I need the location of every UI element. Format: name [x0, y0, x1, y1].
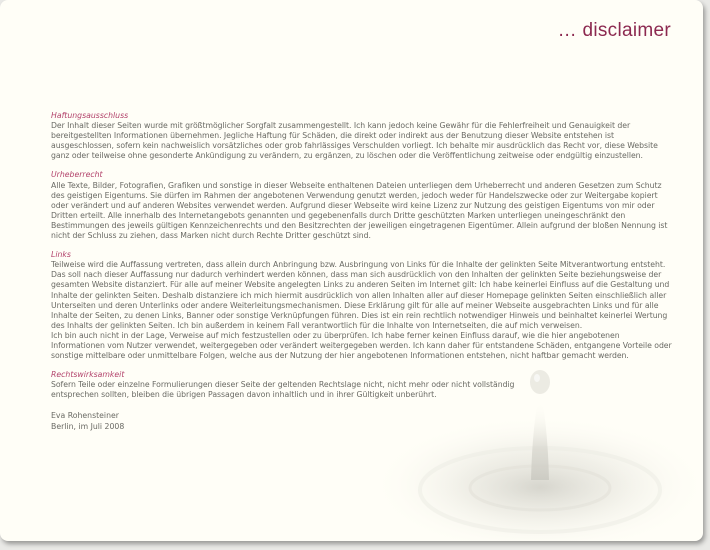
section-heading: Rechtswirksamkeit	[51, 370, 125, 380]
section-links	[51, 250, 673, 361]
section-heading: Urheberrecht	[51, 170, 103, 180]
section-paragraph: entsprechen sollten, bleiben die übrigen Passagen davon inhaltlich und in ihrer Gültigkeit unberührt.	[51, 390, 437, 400]
disclaimer-content	[51, 111, 673, 432]
section-paragraph: Teilweise wird die Auffassung vertreten, dass allein durch Anbringung bzw. Ausbringung von Links für die Inhalte der gelinkten Seite Mitverantwortung entsteht. Das soll nach dieser Auffassung nur dadurch verhindert werden können, dass man sich ausdrücklich von den Inhalten der gelinkten Seite beziehungsweise der gesamten Website distanziert. Für alle auf meiner Website angelegten Links zu anderen Seiten im Internet gilt: Ich habe keinerlei Einfluss auf die Gestaltung und Inhalte der gelinkten Seiten. Deshalb distanziere ich mich hiermit ausdrücklich von allen Inhalten aller auf dieser Homepage gelinkten Seiten einschließlich aller Unterseiten und deren Unterlinks oder andere Weiterleitungsmechanismen. Diese Erklärung gilt für alle auf meiner Webseite ausgebrachten Links und für alle Inhalte der Seiten, zu denen Links, Banner oder sonstige Verknüpfungen führen. Dies ist ein rein rechtlich notwendiger Hinweis und beinhaltet keinerlei Wertung des Inhalts der gelinkten Seiten. Ich bin außerdem in keinem Fall verantwortlich für die Inhalte von Internetseiten, die auf mich verweisen.	[51, 260, 670, 330]
section-paragraph: Der Inhalt dieser Seiten wurde mit größtmöglicher Sorgfalt zusammengestellt. Ich kann jedoch keine Gewähr für die Fehlerfreiheit und Genauigkeit der bereitgestellten Informationen übernehmen. Jegliche Haftung für Schäden, die direkt oder indirekt aus der Benutzung dieser Website entstehen ist ausgeschlossen, sofern kein nachweislich vorsätzliches oder grob fahrlässiges Verschulden vorliegt. Ich behalte mir ausdrücklich das Recht vor, diese Website ganz oder teilweise ohne gesonderte Ankündigung zu verändern, zu ergänzen, zu löschen oder die Veröffentlichung zeitweise oder endgültig einzustellen.	[51, 121, 658, 161]
signature-block	[51, 411, 673, 431]
section-urheberrecht	[51, 170, 673, 241]
page-title: … disclaimer	[557, 20, 671, 41]
section-heading: Links	[51, 250, 71, 260]
section-haftungsausschluss	[51, 111, 673, 161]
section-heading: Haftungsausschluss	[51, 111, 129, 120]
section-rechtswirksamkeit	[51, 370, 673, 400]
section-paragraph: Alle Texte, Bilder, Fotografien, Grafiken und sonstige in dieser Webseite enthaltenen Dateien unterliegen dem Urheberrecht und anderen Gesetzen zum Schutz des geistigen Eigentums. Sie dürfen im Rahmen der angebotenen Verwendung genutzt werden, jedoch weder für Handelszwecke oder zur Weitergabe kopiert oder verändert und auf anderen Websites verwendet werden. Aufgrund dieser Webseite wird keine Lizenz zur Nutzung des geistigen Eigentums von mir oder Dritten erteilt. Alle innerhalb des Internetangebots genannten und gegebenenfalls durch Dritte geschützten Marken unterliegen uneingeschränkt den Bestimmungen des jeweils gültigen Kennzeichenrechts und den Besitzrechten der jeweiligen eingetragenen Eigentümer. Allein aufgrund der bloßen Nennung ist nicht der Schluss zu ziehen, dass Marken nicht durch Rechte Dritter geschützt sind.	[51, 180, 668, 241]
section-paragraph: Sofern Teile oder einzelne Formulierungen dieser Seite der geltenden Rechtslage nicht, nicht mehr oder nicht vollständig	[51, 380, 515, 390]
section-paragraph: Ich bin auch nicht in der Lage, Verweise auf mich festzustellen oder zu überprüfen. Ich habe ferner keinen Einfluss darauf, wie die hier angebotenen Informationen vom Nutzer verwendet, weitergegeben oder verändert weitergegeben werden. Ich kann daher für entstandene Schäden, entgangene Vorteile oder sonstige mittelbare oder unmittelbare Folgen, welche aus der Nutzung der hier angebotenen Informationen entstehen, nicht haftbar gemacht werden.	[51, 330, 672, 361]
signature-place-date: Berlin, im Juli 2008	[51, 421, 125, 431]
signature-name: Eva Rohensteiner	[51, 411, 119, 421]
